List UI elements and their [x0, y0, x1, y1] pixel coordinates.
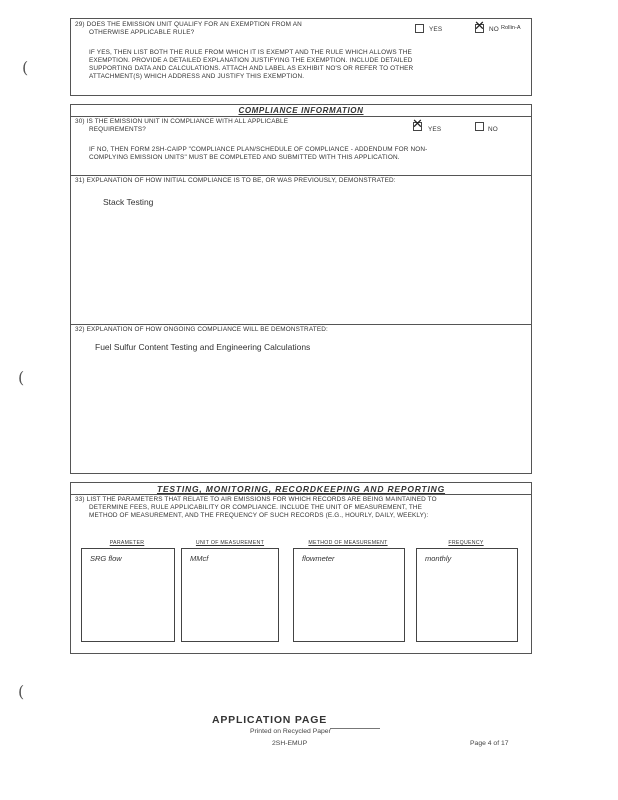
column-header-method: METHOD OF MEASUREMENT	[308, 540, 388, 546]
q30-question-line2: REQUIREMENTS?	[89, 126, 146, 133]
q29-instruction-line3: SUPPORTING DATA AND CALCULATIONS. ATTACH AND LABEL AS EXHIBIT NO'S OR REFER TO OTHER	[89, 65, 414, 72]
q29-instruction-line2: EXEMPTION. PROVIDE A DETAILED EXPLANATION JUSTIFYING THE EXEMPTION. INCLUDE DETAILED	[89, 57, 413, 64]
unit-of-measurement-cell[interactable]	[181, 548, 279, 642]
punch-hole-mark-top: (	[22, 58, 29, 77]
parameter-value: SRG flow	[90, 554, 122, 563]
punch-hole-mark-middle: (	[18, 368, 25, 387]
q30-instruction-line1: IF NO, THEN FORM 2SH-CAIPP "COMPLIANCE PLAN/SCHEDULE OF COMPLIANCE - ADDENDUM FOR NON-	[89, 146, 428, 153]
q30-no-checkbox[interactable]	[475, 122, 484, 131]
q29-question-line1: 29) DOES THE EMISSION UNIT QUALIFY FOR AN EXEMPTION FROM AN	[75, 21, 302, 28]
exemption-section	[70, 18, 532, 96]
q33-question-line3: METHOD OF MEASUREMENT, AND THE FREQUENCY OF SUCH RECORDS (E.G., HOURLY, DAILY, WEEKLY):	[89, 512, 429, 519]
footer-title-underline	[330, 728, 380, 729]
q32-label: 32) EXPLANATION OF HOW ONGOING COMPLIANCE WILL BE DEMONSTRATED:	[75, 326, 328, 333]
q29-instruction-line1: IF YES, THEN LIST BOTH THE RULE FROM WHICH IT IS EXEMPT AND THE RULE WHICH ALLOWS THE	[89, 49, 412, 56]
unit-of-measurement-value: MMcf	[190, 554, 209, 563]
q29-yes-label: YES	[429, 26, 443, 33]
q30-instruction-line2: COMPLYING EMISSION UNITS" MUST BE COMPLETED AND SUBMITTED WITH THIS APPLICATION.	[89, 154, 400, 161]
column-header-parameter: PARAMETER	[109, 540, 145, 546]
checked-x-mark-icon: ✕	[474, 19, 485, 34]
compliance-section	[70, 104, 532, 474]
column-header-frequency: FREQUENCY	[448, 540, 484, 546]
frequency-cell[interactable]	[416, 548, 518, 642]
method-of-measurement-cell[interactable]	[293, 548, 405, 642]
q32-top-divider	[71, 324, 531, 325]
q29-no-checkbox[interactable]	[474, 19, 485, 34]
footer-page-number: Page 4 of 17	[470, 740, 509, 747]
q33-question-line2: DETERMINE FEES, RULE APPLICABILITY OR COMPLIANCE. INCLUDE THE UNIT OF MEASUREMENT, THE	[89, 504, 423, 511]
q31-label: 31) EXPLANATION OF HOW INITIAL COMPLIANCE IS TO BE, OR WAS PREVIOUSLY, DEMONSTRATED:	[75, 177, 396, 184]
q32-answer-text[interactable]: Fuel Sulfur Content Testing and Engineering Calculations	[95, 342, 311, 352]
column-header-unit: UNIT OF MEASUREMENT	[195, 540, 265, 546]
punch-hole-mark-bottom: (	[18, 682, 25, 701]
q30-question-line1: 30) IS THE EMISSION UNIT IN COMPLIANCE WITH ALL APPLICABLE	[75, 118, 289, 125]
q30-yes-checkbox[interactable]	[412, 117, 423, 132]
parameter-cell[interactable]	[81, 548, 175, 642]
q29-question-line2: OTHERWISE APPLICABLE RULE?	[89, 29, 195, 36]
footer-title: APPLICATION PAGE	[212, 714, 328, 726]
method-of-measurement-value: flowmeter	[302, 554, 335, 563]
footer-recycled-paper: Printed on Recycled Paper	[250, 728, 331, 735]
compliance-section-header: COMPLIANCE INFORMATION	[238, 106, 364, 115]
q31-top-divider	[71, 175, 531, 176]
q29-no-handwritten-note: Rollin-A	[501, 25, 521, 31]
footer-form-code: 2SH-EMUP	[272, 740, 308, 747]
q29-yes-checkbox[interactable]	[415, 24, 424, 33]
q29-no-label: NO	[489, 26, 499, 33]
testing-section-header: TESTING, MONITORING, RECORDKEEPING AND REPORTING	[156, 484, 446, 494]
q33-question-line1: 33) LIST THE PARAMETERS THAT RELATE TO AIR EMISSIONS FOR WHICH RECORDS ARE BEING MAINTAINED TO	[75, 496, 437, 503]
frequency-value: monthly	[425, 554, 452, 563]
compliance-header-divider	[71, 116, 531, 117]
q30-yes-label: YES	[428, 126, 442, 133]
q29-instruction-line4: ATTACHMENT(S) WHICH ADDRESS AND JUSTIFY THIS EXEMPTION.	[89, 73, 305, 80]
q30-no-label: NO	[488, 126, 498, 133]
checked-x-mark-icon: ✕	[412, 117, 423, 132]
testing-header-divider	[71, 494, 531, 495]
q31-answer-text[interactable]: Stack Testing	[103, 197, 154, 207]
testing-section	[70, 482, 532, 654]
